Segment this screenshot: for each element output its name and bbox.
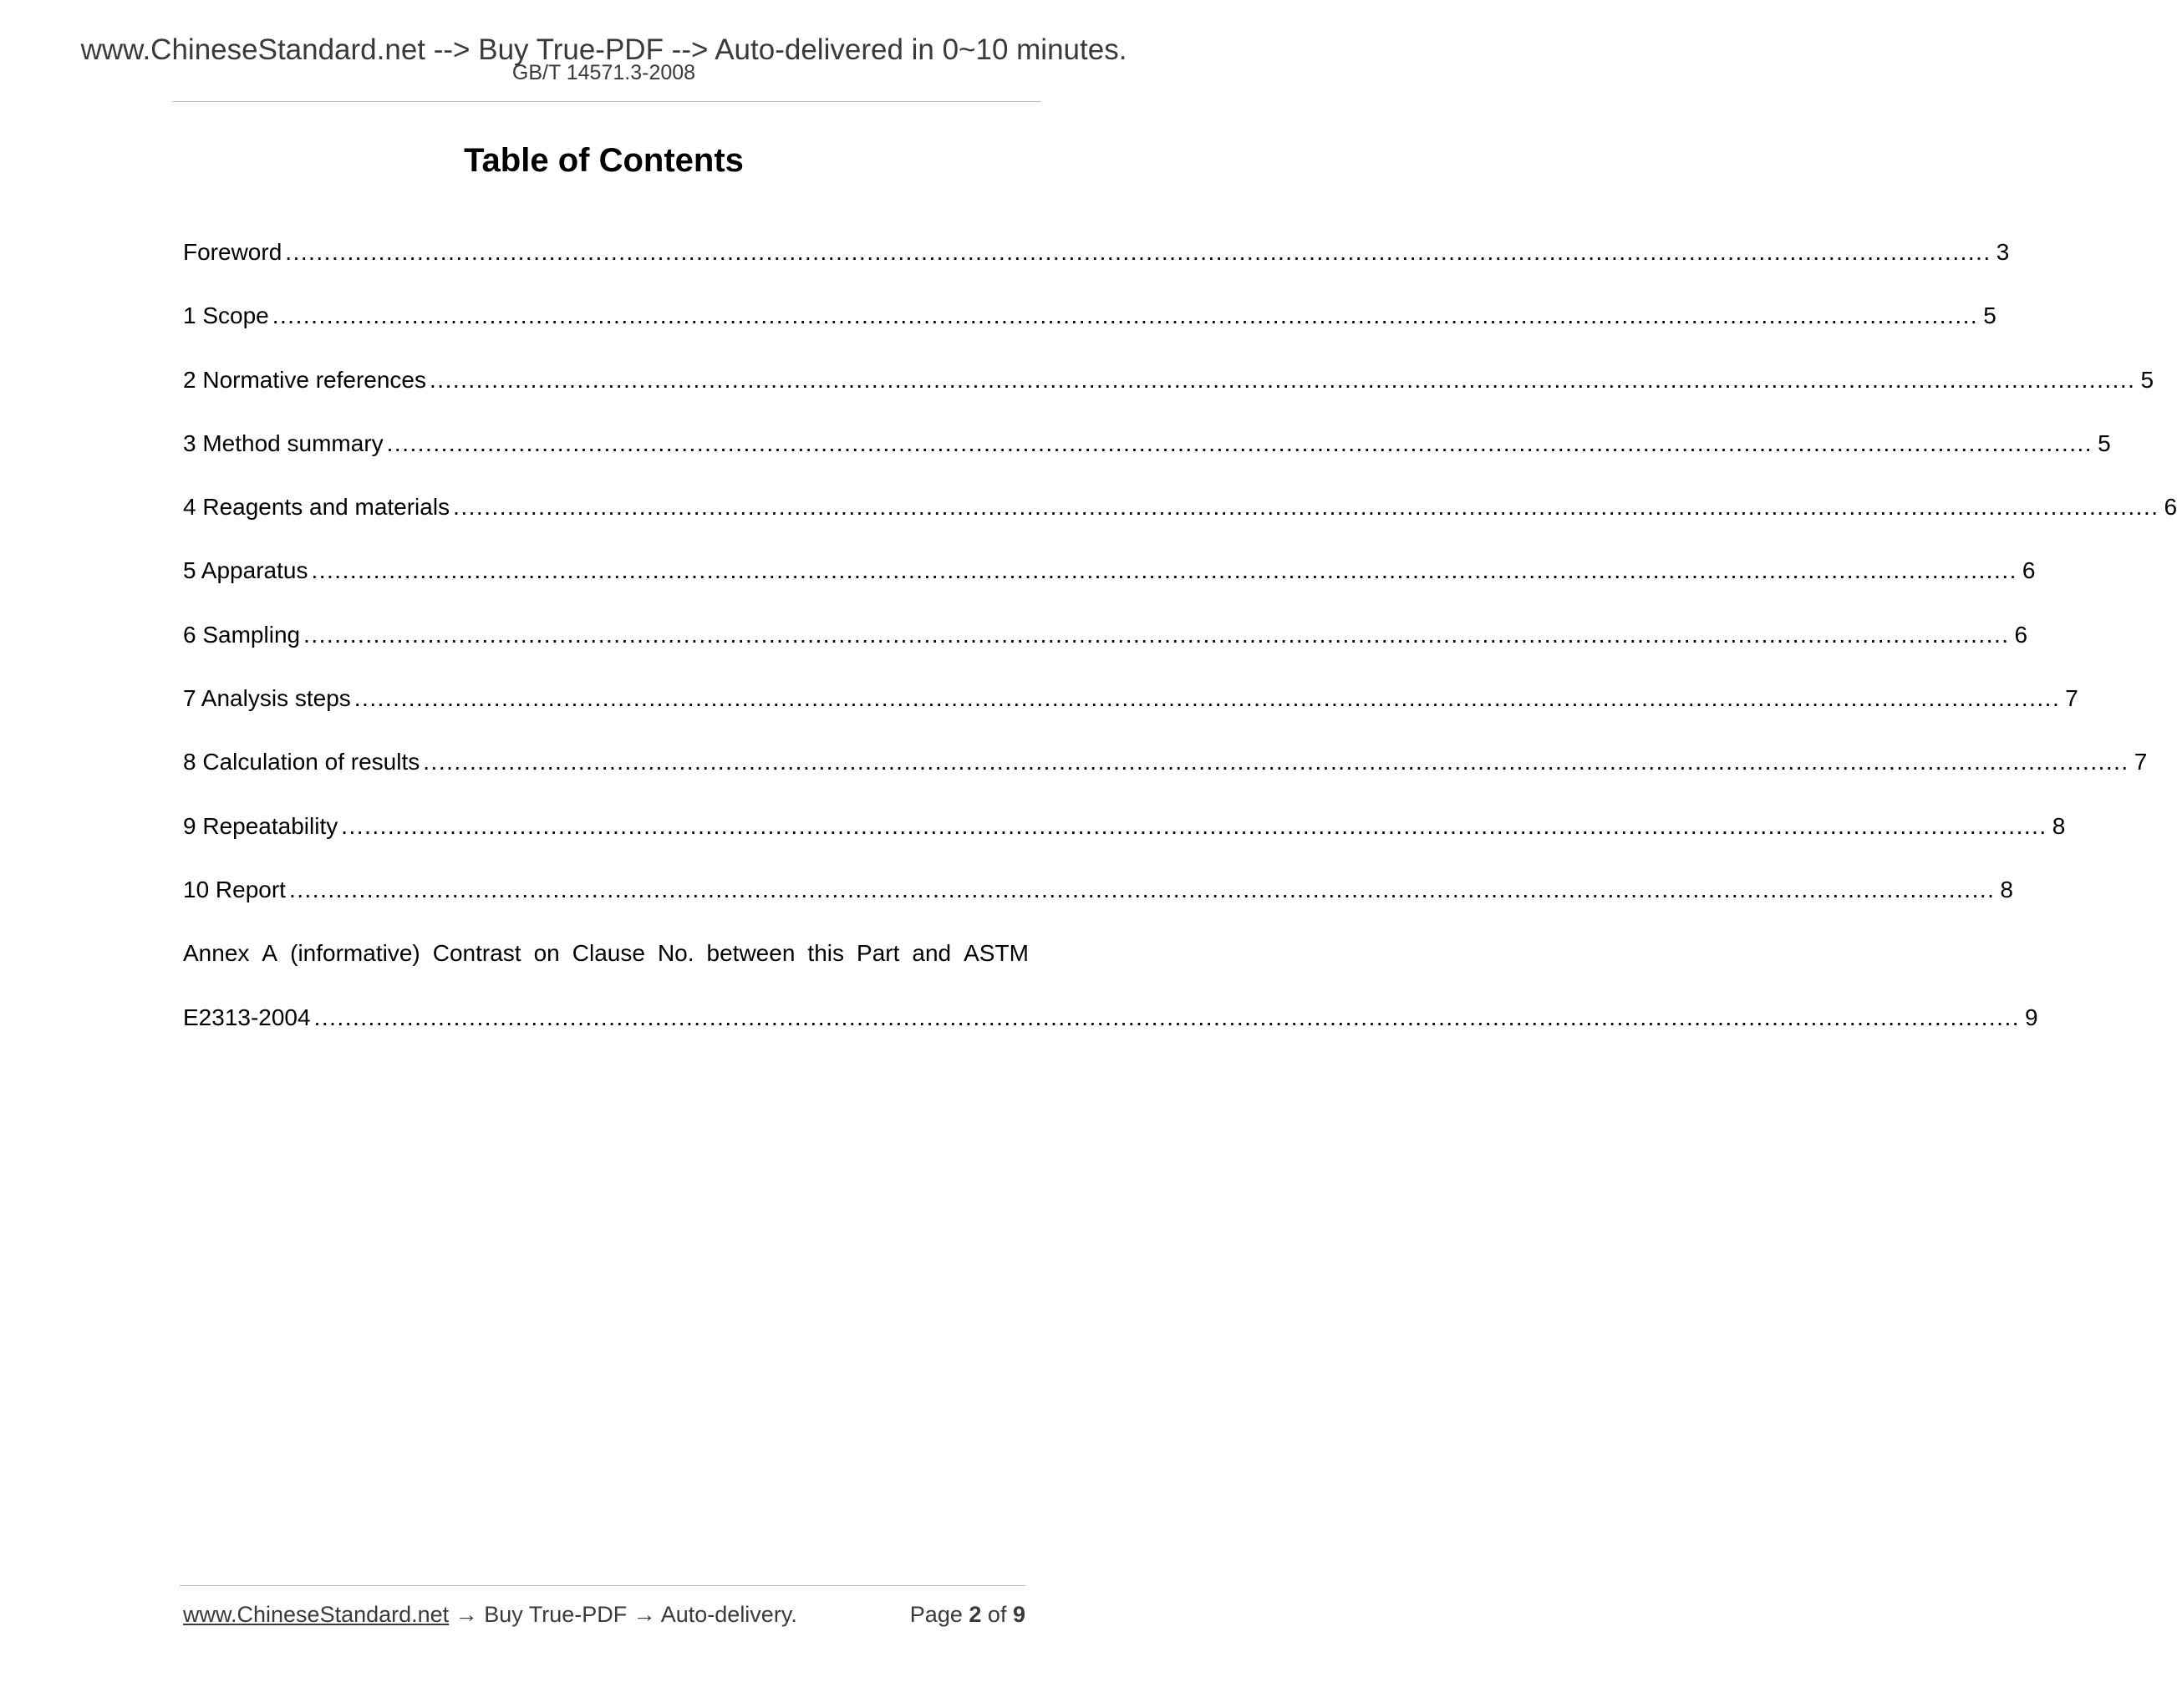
page-header: [0, 0, 1208, 84]
annex-word: on: [533, 940, 560, 967]
document-number: GB/T 14571.3-2008: [511, 61, 696, 84]
toc-dot-leader: ............................................................................................................................................................................................................................: [341, 812, 2047, 839]
toc-entry-page: 5: [1983, 302, 1996, 329]
page-footer: [183, 1600, 1025, 1629]
toc-dot-leader: ............................................................................................................................................................................................................................: [272, 302, 1979, 329]
annex-word: Annex: [183, 940, 250, 967]
toc-dot-leader: ............................................................................................................................................................................................................................: [423, 749, 2129, 775]
annex-word: A: [262, 940, 278, 967]
toc-entry-label: E2313-2004: [183, 1004, 311, 1030]
annex-word: between: [706, 940, 796, 967]
toc-entry-label: 7 Analysis steps: [183, 685, 351, 712]
toc-entry-label: 3 Method summary: [183, 430, 384, 456]
toc-entry-page: 6: [2164, 494, 2177, 521]
annex-word: Contrast: [432, 940, 521, 967]
toc-entry-page: 5: [2140, 366, 2154, 393]
toc-entry-page: 9: [2025, 1004, 2038, 1030]
page-total: 9: [1012, 1602, 1025, 1627]
footer-left: [183, 1600, 797, 1629]
toc-entry-annex-a-line2[interactable]: [183, 1004, 2038, 1067]
annex-word: Part: [857, 940, 900, 967]
toc-entry-label: 8 Calculation of results: [183, 749, 420, 775]
toc-entry-page: 3: [1996, 239, 2010, 265]
toc-entry-label: Foreword: [183, 239, 282, 265]
toc-entry-page: 7: [2134, 749, 2148, 775]
toc-entry-page: 5: [2098, 430, 2111, 456]
toc-entry-label: 5 Apparatus: [183, 557, 308, 584]
toc-entry-foreword[interactable]: [183, 238, 2010, 302]
footer-site-link[interactable]: www.ChineseStandard.net: [183, 1602, 450, 1627]
page-current: 2: [969, 1602, 982, 1627]
toc-entry-analysis-steps[interactable]: [183, 684, 2078, 748]
toc-entry-label: 4 Reagents and materials: [183, 494, 450, 521]
footer-tagline: → Buy True-PDF → Auto-delivery.: [449, 1602, 797, 1627]
annex-word: this: [807, 940, 844, 967]
toc-entry-reagents[interactable]: [183, 493, 2177, 557]
toc-entry-label: 6 Sampling: [183, 621, 301, 648]
toc-entry-normative-references[interactable]: [183, 366, 2154, 430]
toc-entry-label: 2 Normative references: [183, 366, 427, 393]
toc-entry-page: 8: [2000, 876, 2013, 902]
toc-entry-method-summary[interactable]: [183, 430, 2111, 493]
toc-dot-leader: ............................................................................................................................................................................................................................: [288, 876, 1996, 902]
toc-dot-leader: ............................................................................................................................................................................................................................: [303, 621, 2010, 648]
toc-dot-leader: ............................................................................................................................................................................................................................: [386, 430, 2093, 456]
annex-word: Clause: [572, 940, 645, 967]
annex-word: No.: [657, 940, 694, 967]
annex-word: ASTM: [964, 940, 1029, 967]
toc-dot-leader: ............................................................................................................................................................................................................................: [453, 494, 2159, 521]
toc-dot-leader: ............................................................................................................................................................................................................................: [285, 239, 1991, 265]
toc-entry-report[interactable]: [183, 876, 2013, 939]
toc-entry-calculation[interactable]: [183, 748, 2148, 811]
toc-entry-label: 1 Scope: [183, 302, 269, 329]
footer-divider: [180, 1585, 1025, 1586]
toc-entry-page: 6: [2022, 557, 2036, 584]
toc-dot-leader: ............................................................................................................................................................................................................................: [313, 1004, 2021, 1030]
header-divider: [172, 101, 1041, 102]
of-word: of: [987, 1602, 1007, 1627]
toc-dot-leader: ............................................................................................................................................................................................................................: [430, 366, 2136, 393]
toc-entry-scope[interactable]: [183, 302, 1996, 365]
page-title: Table of Contents: [464, 142, 744, 179]
annex-word: and: [912, 940, 952, 967]
toc-entry-annex-a-line1[interactable]: [183, 939, 1029, 1003]
page-indicator: [910, 1600, 1025, 1629]
toc-entry-label: 9 Repeatability: [183, 812, 338, 839]
annex-word: (informative): [290, 940, 420, 967]
table-of-contents: [183, 238, 2177, 1067]
banner-text: www.ChineseStandard.net --> Buy True-PDF --> Auto-delivered in 0~10 minutes.: [80, 33, 1127, 66]
toc-entry-page: 8: [2052, 812, 2066, 839]
toc-entry-label: 10 Report: [183, 876, 286, 902]
toc-dot-leader: ............................................................................................................................................................................................................................: [311, 557, 2017, 584]
toc-entry-page: 6: [2014, 621, 2028, 648]
page-word: Page: [909, 1602, 963, 1627]
toc-entry-apparatus[interactable]: [183, 557, 2036, 620]
toc-entry-repeatability[interactable]: [183, 812, 2066, 876]
toc-entry-sampling[interactable]: [183, 621, 2028, 684]
toc-entry-page: 7: [2065, 685, 2078, 712]
toc-dot-leader: ............................................................................................................................................................................................................................: [354, 685, 2061, 712]
